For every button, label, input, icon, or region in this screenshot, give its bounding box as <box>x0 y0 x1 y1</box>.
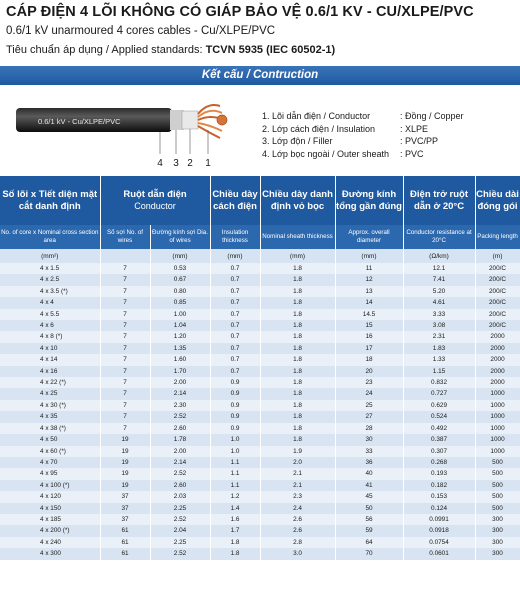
table-cell: 1.33 <box>403 354 475 365</box>
table-row <box>0 343 520 354</box>
table-cell: 1.8 <box>260 354 335 365</box>
table-cell: 2.14 <box>150 457 210 468</box>
table-row <box>0 457 520 468</box>
table-cell: 1.8 <box>260 309 335 320</box>
table-cell: 4 x 5.5 <box>0 309 100 320</box>
table-cell: 4 x 70 <box>0 457 100 468</box>
table-cell: 1.78 <box>150 434 210 445</box>
table-cell: 18 <box>335 354 403 365</box>
applied-standards <box>6 44 335 56</box>
col-size-subheader: No. of core x Nominal cross section area <box>0 225 100 249</box>
table-cell: 20 <box>335 366 403 377</box>
table-row <box>0 434 520 445</box>
table-cell: 1000 <box>475 400 520 411</box>
table-cell: 2.52 <box>150 514 210 525</box>
table-cell: 2.0 <box>260 457 335 468</box>
table-cell: 0.53 <box>150 263 210 274</box>
table-cell: 19 <box>100 457 150 468</box>
table-cell: 0.832 <box>403 377 475 388</box>
table-cell: 0.9 <box>210 400 260 411</box>
col-diameter-header: Đường kính tổng gần đúng <box>335 176 403 225</box>
table-cell: 3.33 <box>403 309 475 320</box>
table-cell: 41 <box>335 480 403 491</box>
table-cell: 2.52 <box>150 468 210 479</box>
table-cell: 2000 <box>475 366 520 377</box>
table-cell: 2.14 <box>150 388 210 399</box>
table-row <box>0 537 520 548</box>
table-cell: 2.3 <box>260 491 335 502</box>
table-cell: 2.25 <box>150 503 210 514</box>
table-cell: 13 <box>335 286 403 297</box>
table-cell: 300 <box>475 537 520 548</box>
table-cell: 5.20 <box>403 286 475 297</box>
table-cell: 4 x 200 (*) <box>0 525 100 536</box>
table-cell: 2.52 <box>150 411 210 422</box>
table-cell: 4 x 50 <box>0 434 100 445</box>
table-cell: 7 <box>100 400 150 411</box>
table-cell: 59 <box>335 525 403 536</box>
legend-item <box>262 135 510 148</box>
table-cell: 1.0 <box>210 434 260 445</box>
table-row <box>0 468 520 479</box>
table-cell: 1.8 <box>260 297 335 308</box>
table-cell: 7 <box>100 263 150 274</box>
table-cell: 500 <box>475 491 520 502</box>
unit-cell <box>100 249 150 263</box>
table-cell: 1.2 <box>210 491 260 502</box>
table-cell: 1000 <box>475 423 520 434</box>
table-cell: 1000 <box>475 434 520 445</box>
table-cell: 2.1 <box>260 468 335 479</box>
table-cell: 0.9 <box>210 411 260 422</box>
table-cell: 4 x 60 (*) <box>0 446 100 457</box>
table-row <box>0 388 520 399</box>
cable-drawing <box>10 92 250 172</box>
table-cell: 0.7 <box>210 320 260 331</box>
table-cell: 64 <box>335 537 403 548</box>
legend-label: 1. Lõi dẫn điện / Conductor <box>262 111 371 121</box>
table-cell: 40 <box>335 468 403 479</box>
table-cell: 2000 <box>475 354 520 365</box>
table-cell: 1.1 <box>210 480 260 491</box>
table-cell: 4 x 25 <box>0 388 100 399</box>
table-cell: 4 x 30 (*) <box>0 400 100 411</box>
table-cell: 1.8 <box>260 388 335 399</box>
table-cell: 0.307 <box>403 446 475 457</box>
table-row <box>0 503 520 514</box>
table-row <box>0 514 520 525</box>
table-cell: 1.8 <box>260 423 335 434</box>
table-cell: 14 <box>335 297 403 308</box>
table-cell: 12.1 <box>403 263 475 274</box>
table-cell: 7 <box>100 274 150 285</box>
table-cell: 61 <box>100 548 150 559</box>
table-cell: 0.9 <box>210 423 260 434</box>
callout-2: 2 <box>187 158 193 169</box>
table-row <box>0 377 520 388</box>
table-cell: 1.6 <box>210 514 260 525</box>
table-cell: 4 x 3.5 (*) <box>0 286 100 297</box>
table-cell: 56 <box>335 514 403 525</box>
table-row <box>0 548 520 559</box>
table-cell: 0.7 <box>210 297 260 308</box>
table-cell: 33 <box>335 446 403 457</box>
table-cell: 0.7 <box>210 274 260 285</box>
table-cell: 200/C <box>475 274 520 285</box>
table-cell: 37 <box>100 491 150 502</box>
unit-cell: (m) <box>475 249 520 263</box>
table-cell: 1.04 <box>150 320 210 331</box>
table-row <box>0 446 520 457</box>
table-cell: 12 <box>335 274 403 285</box>
table-cell: 45 <box>335 491 403 502</box>
table-cell: 1000 <box>475 388 520 399</box>
col-resistance-subheader: Conductor resistance at 20°C <box>403 225 475 249</box>
table-cell: 4 x 10 <box>0 343 100 354</box>
table-cell: 4 x 240 <box>0 537 100 548</box>
table-cell: 16 <box>335 331 403 342</box>
table-cell: 1.00 <box>150 309 210 320</box>
table-cell: 2.60 <box>150 480 210 491</box>
table-cell: 1.8 <box>260 320 335 331</box>
unit-cell: (Ω/km) <box>403 249 475 263</box>
unit-cell: (mm) <box>335 249 403 263</box>
table-row <box>0 331 520 342</box>
table-cell: 2.60 <box>150 423 210 434</box>
table-body <box>0 263 520 560</box>
table-cell: 24 <box>335 388 403 399</box>
table-cell: 19 <box>100 468 150 479</box>
table-cell: 2000 <box>475 343 520 354</box>
table-cell: 61 <box>100 525 150 536</box>
table-cell: 500 <box>475 468 520 479</box>
table-cell: 4 x 16 <box>0 366 100 377</box>
table-cell: 1.8 <box>260 366 335 377</box>
table-cell: 1.70 <box>150 366 210 377</box>
callout-3: 3 <box>173 158 179 169</box>
table-cell: 300 <box>475 514 520 525</box>
table-cell: 200/C <box>475 320 520 331</box>
table-cell: 1.7 <box>210 525 260 536</box>
table-subheader-row <box>0 225 520 249</box>
construction-section-bar: Kết cấu / Contruction <box>0 66 520 85</box>
table-cell: 200/C <box>475 263 520 274</box>
table-cell: 1.4 <box>210 503 260 514</box>
table-cell: 1.8 <box>260 331 335 342</box>
unit-cell: (mm) <box>150 249 210 263</box>
cable-illustration <box>10 92 250 172</box>
legend-item <box>262 110 510 123</box>
table-row <box>0 286 520 297</box>
table-row <box>0 366 520 377</box>
table-cell: 1.1 <box>210 457 260 468</box>
table-cell: 1.20 <box>150 331 210 342</box>
table-cell: 4 x 4 <box>0 297 100 308</box>
table-cell: 0.7 <box>210 354 260 365</box>
legend-label: 3. Lớp độn / Filler <box>262 136 333 147</box>
table-row <box>0 320 520 331</box>
table-cell: 0.0918 <box>403 525 475 536</box>
table-cell: 1.8 <box>260 274 335 285</box>
insulation-shape <box>182 111 198 129</box>
table-cell: 1.0 <box>210 446 260 457</box>
table-cell: 2000 <box>475 331 520 342</box>
table-cell: 2.52 <box>150 548 210 559</box>
table-cell: 7 <box>100 331 150 342</box>
table-cell: 7.41 <box>403 274 475 285</box>
legend-label: 2. Lớp cách điện / Insulation <box>262 123 375 134</box>
table-cell: 2.31 <box>403 331 475 342</box>
table-cell: 4 x 120 <box>0 491 100 502</box>
table-cell: 1.35 <box>150 343 210 354</box>
table-cell: 7 <box>100 320 150 331</box>
table-cell: 7 <box>100 377 150 388</box>
table-cell: 27 <box>335 411 403 422</box>
table-cell: 1.1 <box>210 468 260 479</box>
table-cell: 300 <box>475 525 520 536</box>
table-cell: 200/C <box>475 309 520 320</box>
conductor-strands <box>198 105 227 138</box>
table-cell: 4.61 <box>403 297 475 308</box>
table-cell: 500 <box>475 480 520 491</box>
table-cell: 1.8 <box>260 400 335 411</box>
table-cell: 61 <box>100 537 150 548</box>
legend-value: : PVC <box>400 148 424 159</box>
table-row <box>0 297 520 308</box>
table-cell: 0.7 <box>210 366 260 377</box>
table-cell: 23 <box>335 377 403 388</box>
table-cell: 0.7 <box>210 286 260 297</box>
table-cell: 7 <box>100 388 150 399</box>
col-insulation-subheader: Insulation thickness <box>210 225 260 249</box>
table-row <box>0 525 520 536</box>
table-cell: 0.0754 <box>403 537 475 548</box>
page-title: CÁP ĐIỆN 4 LÕI KHÔNG CÓ GIÁP BẢO VỆ 0.6/1 KV - CU/XLPE/PVC <box>6 4 474 20</box>
unit-cell: (mm) <box>260 249 335 263</box>
legend-value: : Đồng / Copper <box>400 111 464 121</box>
table-cell: 500 <box>475 503 520 514</box>
table-cell: 0.387 <box>403 434 475 445</box>
col-sheath-subheader: Nominal sheath thickness <box>260 225 335 249</box>
table-cell: 17 <box>335 343 403 354</box>
construction-legend <box>262 110 510 160</box>
table-cell: 2.03 <box>150 491 210 502</box>
table-cell: 4 x 100 (*) <box>0 480 100 491</box>
table-cell: 0.492 <box>403 423 475 434</box>
table-cell: 25 <box>335 400 403 411</box>
table-cell: 1.8 <box>260 286 335 297</box>
specification-table <box>0 176 520 560</box>
col-wire-dia-subheader: Đường kính sợi Dia. of wires <box>150 225 210 249</box>
table-cell: 4 x 150 <box>0 503 100 514</box>
table-cell: 4 x 300 <box>0 548 100 559</box>
col-insulation-header: Chiều dày cách điện <box>210 176 260 225</box>
table-cell: 1.8 <box>210 548 260 559</box>
conductor-header-en: Conductor <box>134 200 176 211</box>
col-conductor-header <box>100 176 210 225</box>
unit-cell: (mm²) <box>0 249 100 263</box>
table-cell: 28 <box>335 423 403 434</box>
table-cell: 2.00 <box>150 377 210 388</box>
table-cell: 7 <box>100 309 150 320</box>
table-cell: 0.0991 <box>403 514 475 525</box>
legend-value: : XLPE <box>400 123 429 134</box>
table-cell: 0.182 <box>403 480 475 491</box>
callout-1: 1 <box>205 158 211 169</box>
table-cell: 1.8 <box>260 263 335 274</box>
table-cell: 7 <box>100 423 150 434</box>
table-cell: 0.7 <box>210 343 260 354</box>
table-row <box>0 263 520 274</box>
table-cell: 500 <box>475 457 520 468</box>
table-cell: 4 x 35 <box>0 411 100 422</box>
table-cell: 2.8 <box>260 537 335 548</box>
table-cell: 200/C <box>475 286 520 297</box>
table-cell: 0.124 <box>403 503 475 514</box>
table-cell: 4 x 6 <box>0 320 100 331</box>
table-cell: 15 <box>335 320 403 331</box>
table-cell: 30 <box>335 434 403 445</box>
table-row <box>0 309 520 320</box>
table-cell: 1000 <box>475 446 520 457</box>
table-cell: 1.9 <box>260 446 335 457</box>
col-length-header: Chiều dài đóng gói <box>475 176 520 225</box>
table-cell: 0.9 <box>210 388 260 399</box>
table-cell: 0.7 <box>210 263 260 274</box>
table-cell: 14.5 <box>335 309 403 320</box>
standards-label: Tiêu chuẩn áp dụng / Applied standards: <box>6 44 203 56</box>
col-resistance-header: Điện trở ruột dẫn ở 20°C <box>403 176 475 225</box>
table-cell: 1.8 <box>260 343 335 354</box>
table-cell: 2000 <box>475 377 520 388</box>
table-cell: 1.8 <box>260 411 335 422</box>
table-cell: 7 <box>100 411 150 422</box>
table-cell: 2.00 <box>150 446 210 457</box>
table-cell: 7 <box>100 343 150 354</box>
table-cell: 0.268 <box>403 457 475 468</box>
legend-item <box>262 123 510 136</box>
col-size-header: Số lõi x Tiết diện mặt cắt danh định <box>0 176 100 225</box>
table-cell: 0.85 <box>150 297 210 308</box>
table-header-row <box>0 176 520 225</box>
table-cell: 7 <box>100 366 150 377</box>
table-cell: 4 x 2.5 <box>0 274 100 285</box>
table-cell: 300 <box>475 548 520 559</box>
table-cell: 1.8 <box>260 434 335 445</box>
col-sheath-header: Chiều dày danh định vỏ bọc <box>260 176 335 225</box>
table-cell: 4 x 8 (*) <box>0 331 100 342</box>
table-cell: 0.727 <box>403 388 475 399</box>
table-units-row <box>0 249 520 263</box>
table-cell: 11 <box>335 263 403 274</box>
table-cell: 0.193 <box>403 468 475 479</box>
col-diameter-subheader: Approx. overall diameter <box>335 225 403 249</box>
table-cell: 19 <box>100 480 150 491</box>
table-cell: 0.7 <box>210 309 260 320</box>
table-row <box>0 491 520 502</box>
table-cell: 4 x 95 <box>0 468 100 479</box>
table-cell: 2.6 <box>260 514 335 525</box>
table-cell: 70 <box>335 548 403 559</box>
standards-value: TCVN 5935 (IEC 60502-1) <box>205 44 336 56</box>
callout-lines <box>160 129 208 154</box>
legend-value: : PVC/PP <box>400 136 439 147</box>
table-row <box>0 274 520 285</box>
table-cell: 19 <box>100 446 150 457</box>
table-cell: 0.7 <box>210 331 260 342</box>
conductor-header-vi: Ruột dẫn điện <box>123 189 187 200</box>
table-cell: 19 <box>100 434 150 445</box>
table-cell: 1.8 <box>210 537 260 548</box>
table-cell: 0.153 <box>403 491 475 502</box>
table-cell: 3.08 <box>403 320 475 331</box>
table-row <box>0 354 520 365</box>
page-subtitle: 0.6/1 kV unarmoured 4 cores cables - Cu/XLPE/PVC <box>6 25 276 37</box>
table-cell: 0.629 <box>403 400 475 411</box>
table-cell: 4 x 38 (*) <box>0 423 100 434</box>
table-cell: 7 <box>100 286 150 297</box>
table-cell: 1000 <box>475 411 520 422</box>
table-cell: 1.15 <box>403 366 475 377</box>
legend-label: 4. Lớp bọc ngoài / Outer sheath <box>262 148 389 159</box>
table-cell: 2.30 <box>150 400 210 411</box>
table-cell: 0.80 <box>150 286 210 297</box>
table-cell: 4 x 1.5 <box>0 263 100 274</box>
unit-cell: (mm) <box>210 249 260 263</box>
table-cell: 200/C <box>475 297 520 308</box>
table-cell: 0.9 <box>210 377 260 388</box>
table-cell: 7 <box>100 354 150 365</box>
col-length-subheader: Packing length <box>475 225 520 249</box>
table-cell: 2.25 <box>150 537 210 548</box>
table-cell: 1.60 <box>150 354 210 365</box>
table-cell: 0.524 <box>403 411 475 422</box>
table-cell: 2.04 <box>150 525 210 536</box>
legend-item <box>262 148 510 161</box>
table-cell: 2.4 <box>260 503 335 514</box>
table-cell: 4 x 14 <box>0 354 100 365</box>
table-cell: 36 <box>335 457 403 468</box>
table-cell: 4 x 185 <box>0 514 100 525</box>
table-cell: 4 x 22 (*) <box>0 377 100 388</box>
table-row <box>0 480 520 491</box>
table-cell: 0.0601 <box>403 548 475 559</box>
table-row <box>0 411 520 422</box>
table-cell: 50 <box>335 503 403 514</box>
table-cell: 7 <box>100 297 150 308</box>
table-cell: 1.8 <box>260 377 335 388</box>
table-cell: 2.6 <box>260 525 335 536</box>
table-cell: 1.83 <box>403 343 475 354</box>
table-cell: 37 <box>100 514 150 525</box>
table-cell: 0.67 <box>150 274 210 285</box>
table-row <box>0 423 520 434</box>
callout-4: 4 <box>157 158 163 169</box>
table-cell: 37 <box>100 503 150 514</box>
table-cell: 2.1 <box>260 480 335 491</box>
table-cell: 3.0 <box>260 548 335 559</box>
table-row <box>0 400 520 411</box>
col-wires-subheader: Số sợi No. of wires <box>100 225 150 249</box>
cable-print-text: 0.6/1 kV - Cu/XLPE/PVC <box>38 117 121 126</box>
